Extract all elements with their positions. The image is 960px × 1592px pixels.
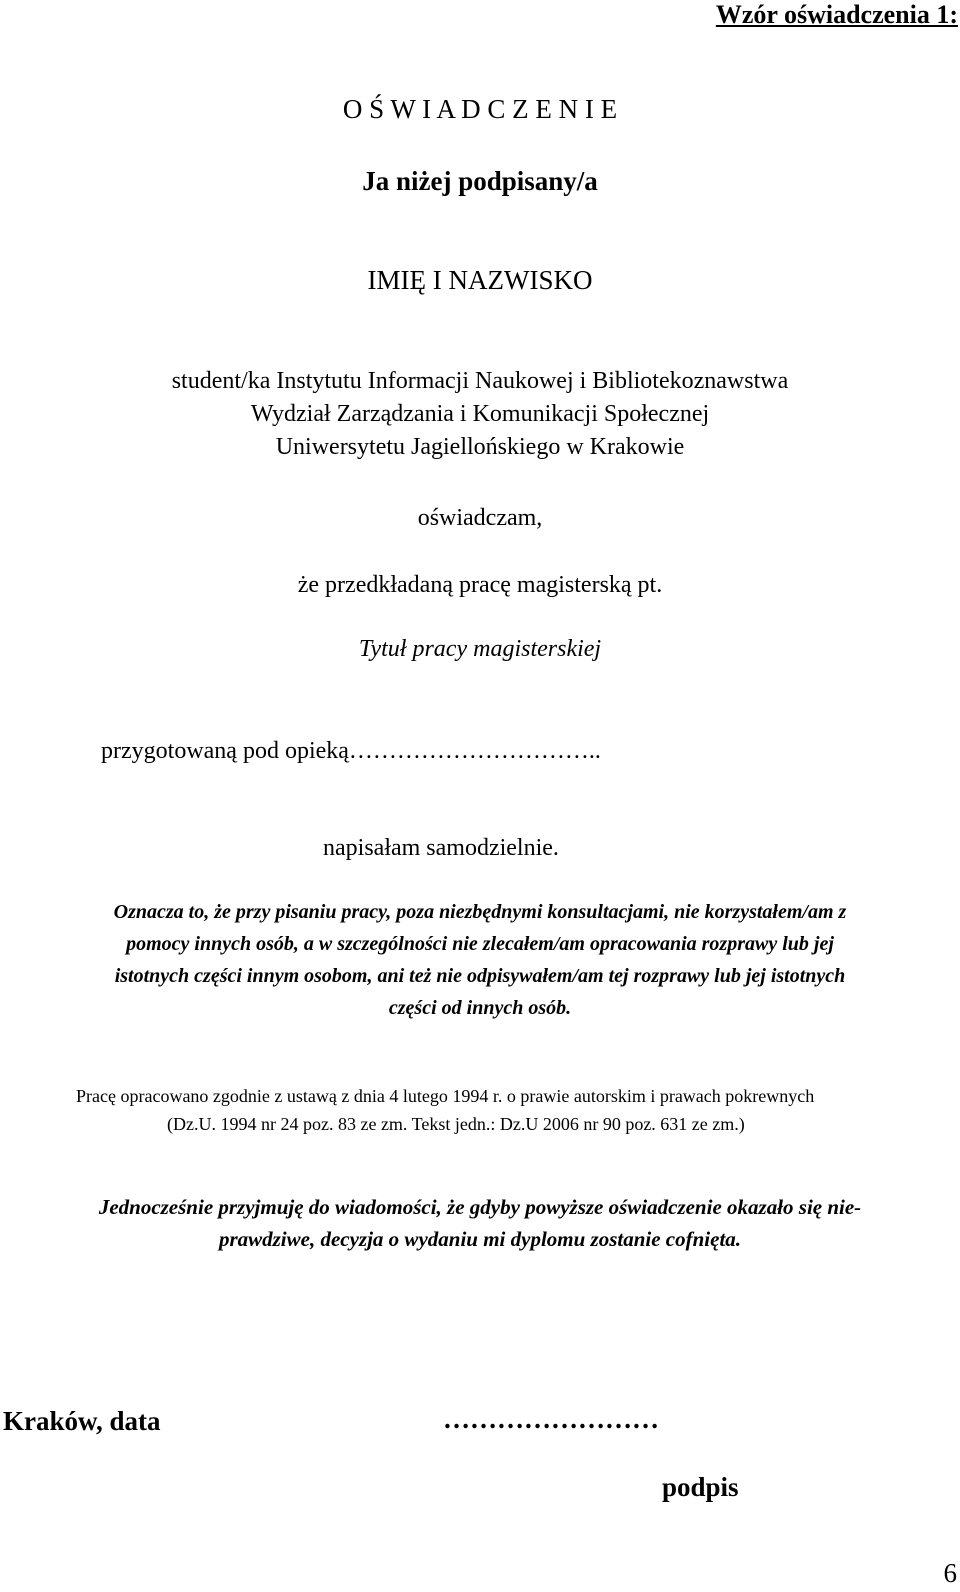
name-placeholder: IMIĘ I NAZWISKO xyxy=(367,265,593,295)
template-label: Wzór oświadczenia 1: xyxy=(715,0,958,29)
signature-label: podpis xyxy=(662,1472,739,1502)
affiliation-line-2: Wydział Zarządzania i Komunikacji Społecznej xyxy=(250,401,710,427)
written-independently: napisałam samodzielnie. xyxy=(323,835,559,861)
page-number: 6 xyxy=(943,1558,957,1588)
meaning-line-3: istotnych części innym osobom, ani też nie odpisywałem/am tej rozprawy lub jej istotnych xyxy=(114,965,846,987)
intro-text: Ja niżej podpisany/a xyxy=(362,166,598,196)
affiliation-line-3: Uniwersytetu Jagiellońskiego w Krakowie xyxy=(275,434,685,460)
meaning-line-1: Oznacza to, że przy pisaniu pracy, poza niezbędnymi konsultacjami, nie korzystałem/am z xyxy=(113,901,847,923)
supervisor-line: przygotowaną pod opieką………………………….. xyxy=(101,738,601,764)
affiliation-line-1: student/ka Instytutu Informacji Naukowej i Bibliotekoznawstwa xyxy=(171,368,789,394)
thesis-intro: że przedkładaną pracę magisterską pt. xyxy=(297,572,663,598)
place-date: Kraków, data xyxy=(3,1406,161,1436)
meaning-line-4: części od innych osób. xyxy=(388,997,572,1019)
declare-text: oświadczam, xyxy=(417,505,543,531)
acknowledgement-line-1: Jednocześnie przyjmuję do wiadomości, że gdyby powyższe oświadczenie okazało się nie- xyxy=(98,1195,862,1219)
meaning-line-2: pomocy innych osób, a w szczególności nie zlecałem/am opracowania rozprawy lub jej xyxy=(126,933,834,955)
signature-dots: …………………… xyxy=(443,1404,659,1434)
thesis-title-placeholder: Tytuł pracy magisterskiej xyxy=(358,636,602,662)
document-title: O Ś W I A D C Z E N I E xyxy=(342,94,618,124)
acknowledgement-line-2: prawdziwe, decyzja o wydaniu mi dyplomu zostanie cofnięta. xyxy=(218,1227,742,1251)
law-line-2: (Dz.U. 1994 nr 24 poz. 83 ze zm. Tekst jedn.: Dz.U 2006 nr 90 poz. 631 ze zm.) xyxy=(167,1114,745,1134)
law-line-1: Pracę opracowano zgodnie z ustawą z dnia 4 lutego 1994 r. o prawie autorskim i prawach pokrewnych xyxy=(76,1086,815,1106)
